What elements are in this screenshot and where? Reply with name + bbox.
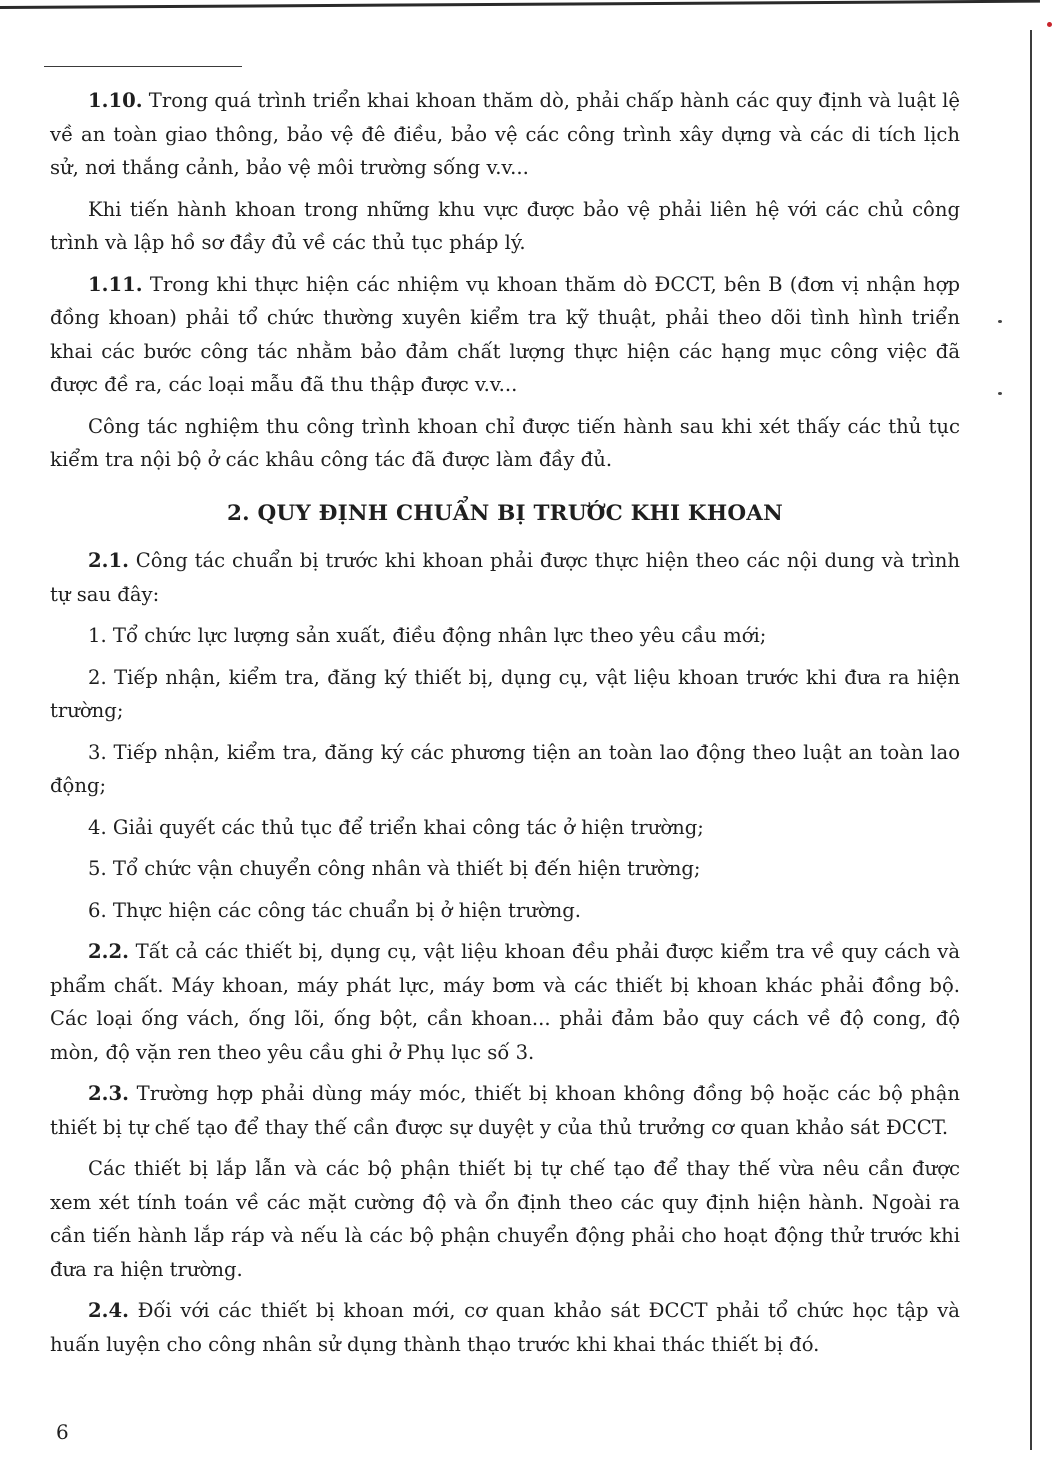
page-number: 6 [56,1420,69,1444]
paragraph-2-2 [50,935,960,1069]
list-item: 4. Giải quyết các thủ tục để triển khai công tác ở hiện trường; [88,815,704,839]
paragraph-1-10 [50,84,960,185]
page-content [50,84,960,1369]
paragraph-text: Khi tiến hành khoan trong những khu vực được bảo vệ phải liên hệ với các chủ công trình và lập hồ sơ đầy đủ về các thủ tục pháp lý. [50,197,960,254]
header-rule [44,66,242,67]
list-item: 5. Tổ chức vận chuyển công nhân và thiết bị đến hiện trường; [88,857,701,880]
list-item: 1. Tổ chức lực lượng sản xuất, điều động nhân lực theo yêu cầu mới; [88,624,767,647]
paragraph [50,1152,960,1286]
paragraph-text: Trong quá trình triển khai khoan thăm dò, phải chấp hành các quy định và luật lệ về an toàn giao thông, bảo vệ đê điều, bảo vệ các công trình xây dựng và các di tích lịch sử, nơi thắng cảnh, bảo vệ môi trường sống v.v... [50,89,960,179]
paragraph-text: Trường hợp phải dùng máy móc, thiết bị khoan không đồng bộ hoặc các bộ phận thiết bị tự chế tạo để thay thế cần được sự duyệt y của thủ trưởng cơ quan khảo sát ĐCCT. [50,1082,960,1139]
paragraph-2-3 [50,1077,960,1144]
paragraph-2-4 [50,1294,960,1361]
page-edge [1030,30,1032,1450]
paragraph-2-1 [50,544,960,611]
clause-number: 1.11. [88,272,143,296]
list-item: 3. Tiếp nhận, kiểm tra, đăng ký các phương tiện an toàn lao động theo luật an toàn lao động; [50,740,960,797]
paragraph [50,410,960,477]
paragraph-text: Công tác chuẩn bị trước khi khoan phải được thực hiện theo các nội dung và trình tự sau đây: [50,549,960,606]
top-rule [0,0,1040,9]
margin-speck [998,320,1002,323]
margin-speck [998,392,1002,395]
clause-number: 1.10. [88,89,143,112]
paragraph [50,193,960,260]
paragraph-text: Các thiết bị lắp lẫn và các bộ phận thiết bị tự chế tạo để thay thế vừa nêu cần được xem xét tính toán về các mặt cường độ và ổn định theo các quy định hiện hành. Ngoài ra cần tiến hành lắp ráp và nếu là các bộ phận chuyển động phải cho hoạt động thử trước khi đưa ra hiện trường. [50,1157,960,1281]
red-mark [1047,22,1052,27]
paragraph-text: Tất cả các thiết bị, dụng cụ, vật liệu khoan đều phải được kiểm tra về quy cách và phẩm chất. Máy khoan, máy phát lực, máy bơm và các thiết bị khoan khác phải đồng bộ. Các loại ống vách, ống lõi, ống bột, cần khoan... phải đảm bảo quy cách về độ cong, độ mòn, độ vặn ren theo yêu cầu ghi ở Phụ lục số 3. [50,940,960,1064]
section-heading: 2. QUY ĐỊNH CHUẨN BỊ TRƯỚC KHI KHOAN [227,500,783,526]
paragraph-text: Công tác nghiệm thu công trình khoan chỉ được tiến hành sau khi xét thấy các thủ tục kiểm tra nội bộ ở các khâu công tác đã được làm đầy đủ. [50,414,960,471]
clause-number: 2.3. [88,1082,129,1105]
paragraph-1-11 [50,268,960,402]
paragraph-text: Trong khi thực hiện các nhiệm vụ khoan thăm dò ĐCCT, bên B (đơn vị nhận hợp đồng khoan) phải tổ chức thường xuyên kiểm tra kỹ thuật, phải theo dõi tình hình triển khai các bước công tác nhằm bảo đảm chất lượng thực hiện các hạng mục công việc đã được đề ra, các loại mẫu đã thu thập được v.v... [50,272,960,396]
list-item: 6. Thực hiện các công tác chuẩn bị ở hiện trường. [88,898,582,922]
list-item: 2. Tiếp nhận, kiểm tra, đăng ký thiết bị, dụng cụ, vật liệu khoan trước khi đưa ra hiện trường; [50,665,960,722]
clause-number: 2.1. [88,549,129,572]
paragraph-text: Đối với các thiết bị khoan mới, cơ quan khảo sát ĐCCT phải tổ chức học tập và huấn luyện cho công nhân sử dụng thành thạo trước khi khai thác thiết bị đó. [50,1299,960,1356]
clause-number: 2.4. [88,1299,129,1322]
clause-number: 2.2. [88,940,129,963]
